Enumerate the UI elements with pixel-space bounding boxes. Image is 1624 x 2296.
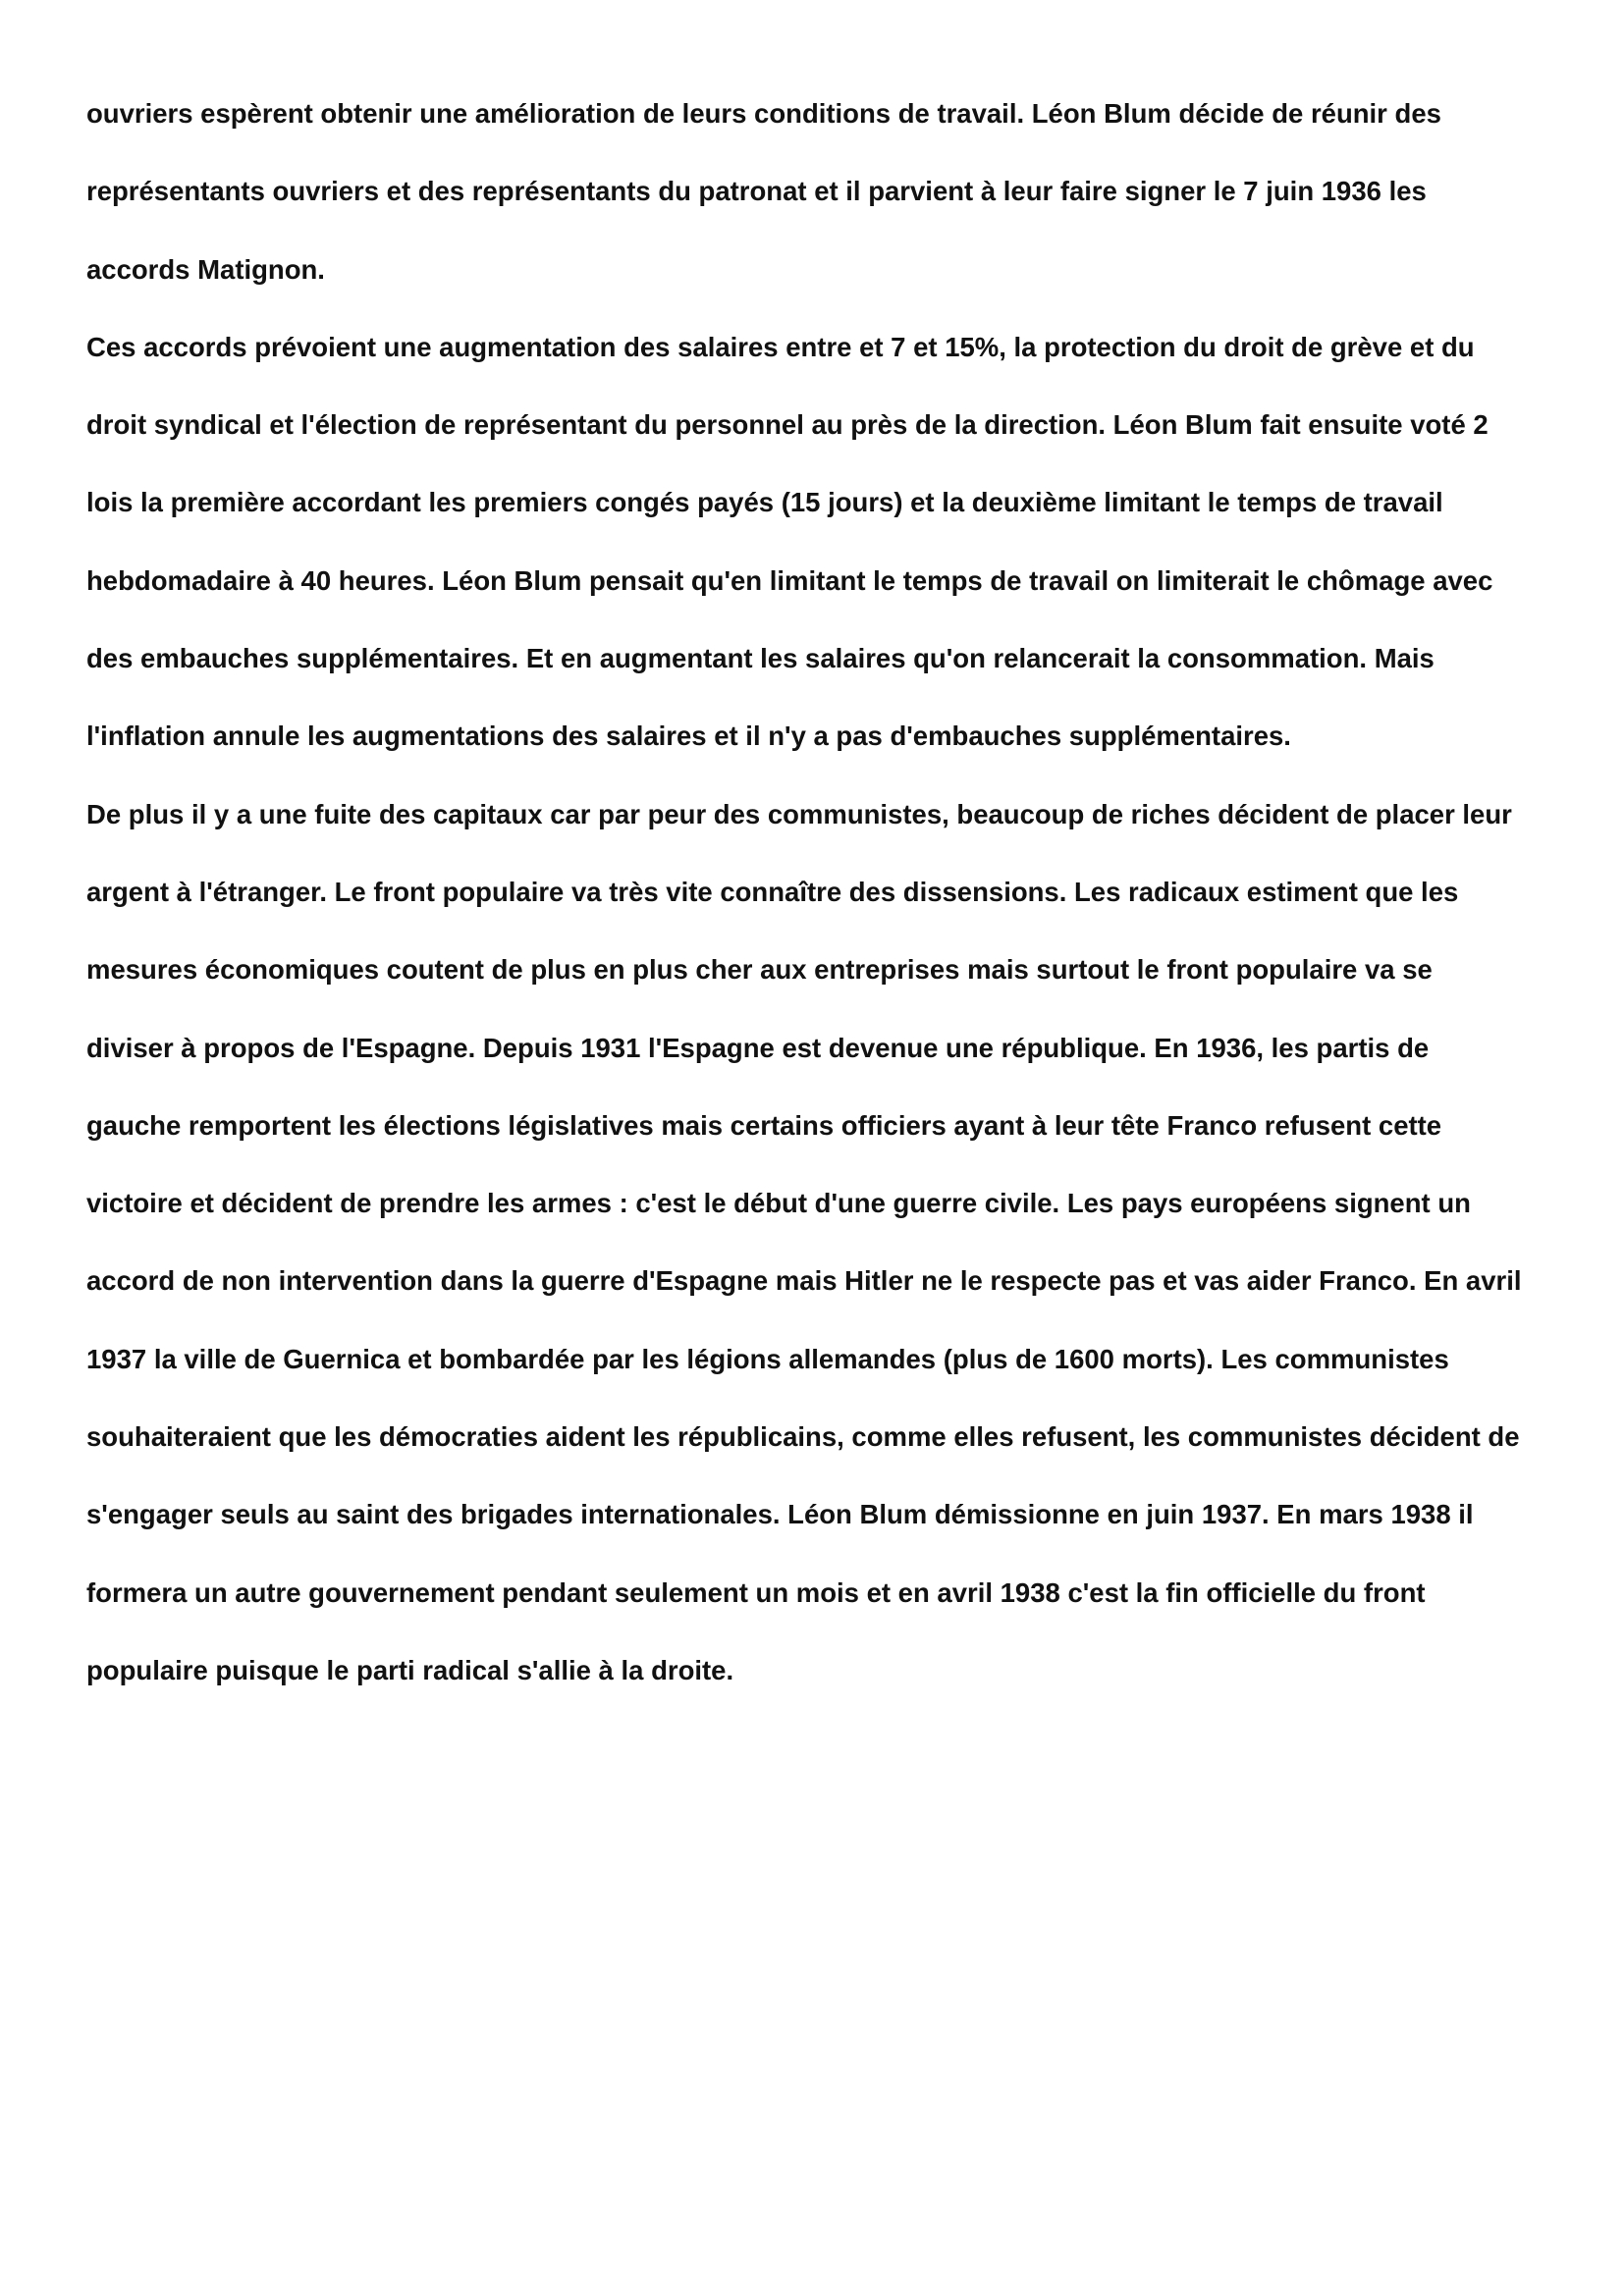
- text-line: souhaiteraient que les démocraties aident les républicains, comme elles refusent, les communistes décident de: [86, 1421, 1520, 1453]
- text-line: victoire et décident de prendre les armes : c'est le début d'une guerre civile. Les pays européens signent un: [86, 1188, 1471, 1219]
- text-line: 1937 la ville de Guernica et bombardée par les légions allemandes (plus de 1600 morts). Les communistes: [86, 1343, 1449, 1374]
- text-line: populaire puisque le parti radical s'allie à la droite.: [86, 1654, 734, 1685]
- text-line: l'inflation annule les augmentations des salaires et il n'y a pas d'embauches supplémentaires.: [86, 721, 1291, 752]
- text-line: accords Matignon.: [86, 253, 325, 285]
- text-line: accord de non intervention dans la guerre d'Espagne mais Hitler ne le respecte pas et vas aider Franco. En avril: [86, 1265, 1522, 1297]
- text-line: hebdomadaire à 40 heures. Léon Blum pensait qu'en limitant le temps de travail on limiterait le chômage avec: [86, 564, 1493, 596]
- body-text: [86, 90, 1569, 1725]
- text-line: formera un autre gouvernement pendant seulement un mois et en avril 1938 c'est la fin officielle du front: [86, 1576, 1426, 1608]
- text-line: représentants ouvriers et des représentants du patronat et il parvient à leur faire signer le 7 juin 1936 les: [86, 176, 1427, 207]
- text-line: ouvriers espèrent obtenir une amélioration de leurs conditions de travail. Léon Blum décide de réunir des: [86, 98, 1441, 129]
- text-line: mesures économiques coutent de plus en plus cher aux entreprises mais surtout le front populaire va se: [86, 954, 1433, 986]
- text-line: gauche remportent les élections législatives mais certains officiers ayant à leur tête Franco refusent cette: [86, 1109, 1442, 1141]
- text-line: De plus il y a une fuite des capitaux car par peur des communistes, beaucoup de riches décident de placer leur: [86, 798, 1512, 829]
- text-line: des embauches supplémentaires. Et en augmentant les salaires qu'on relancerait la consommation. Mais: [86, 643, 1435, 674]
- text-line: lois la première accordant les premiers congés payés (15 jours) et la deuxième limitant le temps de travail: [86, 487, 1443, 518]
- text-line: diviser à propos de l'Espagne. Depuis 1931 l'Espagne est devenue une république. En 1936, les partis de: [86, 1032, 1430, 1063]
- text-line: droit syndical et l'élection de représentant du personnel au près de la direction. Léon Blum fait ensuite voté 2: [86, 409, 1489, 441]
- text-line: argent à l'étranger. Le front populaire va très vite connaître des dissensions. Les radicaux estiment que les: [86, 876, 1459, 907]
- text-line: Ces accords prévoient une augmentation des salaires entre et 7 et 15%, la protection du droit de grève et du: [86, 331, 1475, 362]
- text-line: s'engager seuls au saint des brigades internationales. Léon Blum démissionne en juin 1937. En mars 1938 il: [86, 1499, 1474, 1530]
